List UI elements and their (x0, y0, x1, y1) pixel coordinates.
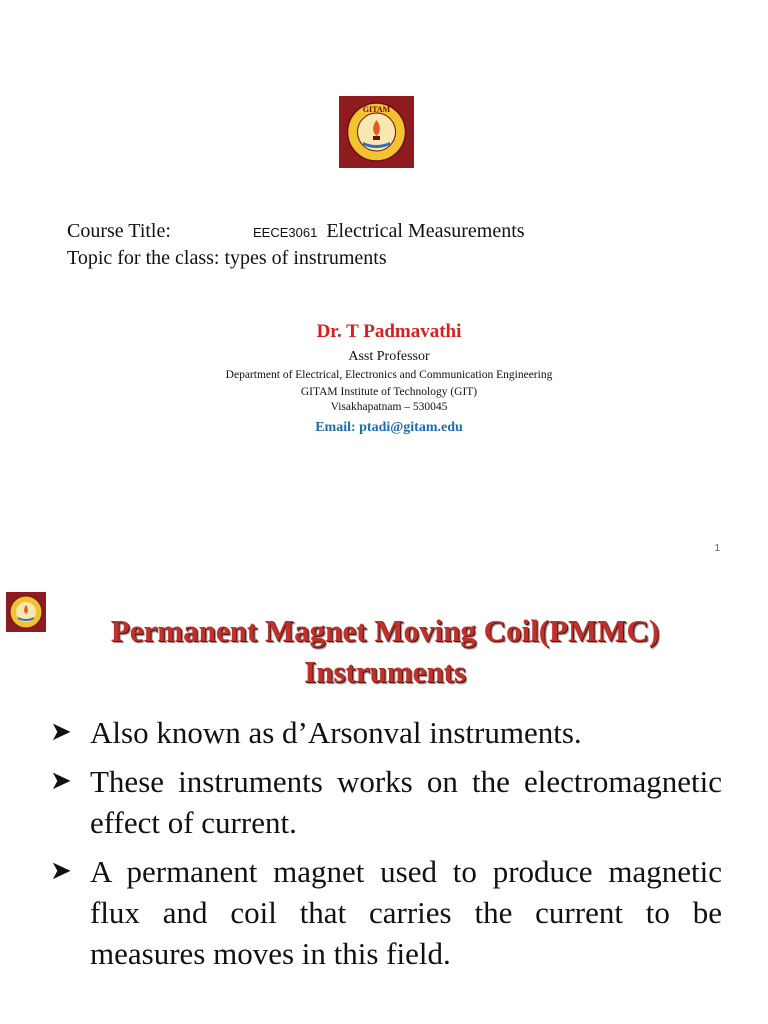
author-name: Dr. T Padmavathi (316, 321, 462, 342)
arrow-bullet-icon: ➤ (50, 717, 72, 747)
bullet-text: These instruments works on the electromagnetic effect of current. (90, 764, 722, 840)
gitam-logo (339, 96, 414, 168)
bullet-text: Also known as d’Arsonval instruments. (90, 715, 582, 750)
list-item (48, 851, 722, 974)
topic-line: Topic for the class: types of instruments (67, 247, 387, 269)
list-item (48, 761, 722, 843)
content-slide (0, 566, 768, 1024)
author-email[interactable]: Email: ptadi@gitam.edu (315, 420, 463, 435)
author-city: Visakhapatnam – 530045 (330, 401, 448, 413)
course-name: Electrical Measurements (326, 220, 525, 242)
author-block (200, 320, 578, 438)
bullet-text: A permanent magnet used to produce magnetic flux and coil that carries the current to be measures moves in this field. (90, 854, 722, 971)
svg-text:GITAM: GITAM (362, 105, 391, 114)
gitam-seal-icon (339, 96, 414, 168)
slide-title-line-2: Instruments (304, 654, 466, 689)
arrow-bullet-icon: ➤ (50, 766, 72, 796)
bullet-list (48, 712, 722, 982)
page-number: 1 (714, 543, 720, 554)
course-title-label: Course Title: (67, 220, 171, 242)
course-code: EECE3061 (253, 225, 318, 240)
gitam-seal-small-icon (6, 592, 46, 632)
author-role: Asst Professor (348, 349, 430, 364)
author-department: Department of Electrical, Electronics and Communication Engineering (225, 369, 553, 381)
slide-title-line-1: Permanent Magnet Moving Coil(PMMC) (110, 613, 660, 648)
author-institute: GITAM Institute of Technology (GIT) (300, 386, 478, 398)
slide-title (60, 610, 710, 692)
list-item (48, 712, 722, 753)
arrow-bullet-icon: ➤ (50, 856, 72, 886)
gitam-logo-small (6, 592, 46, 632)
course-title-line (67, 218, 525, 246)
